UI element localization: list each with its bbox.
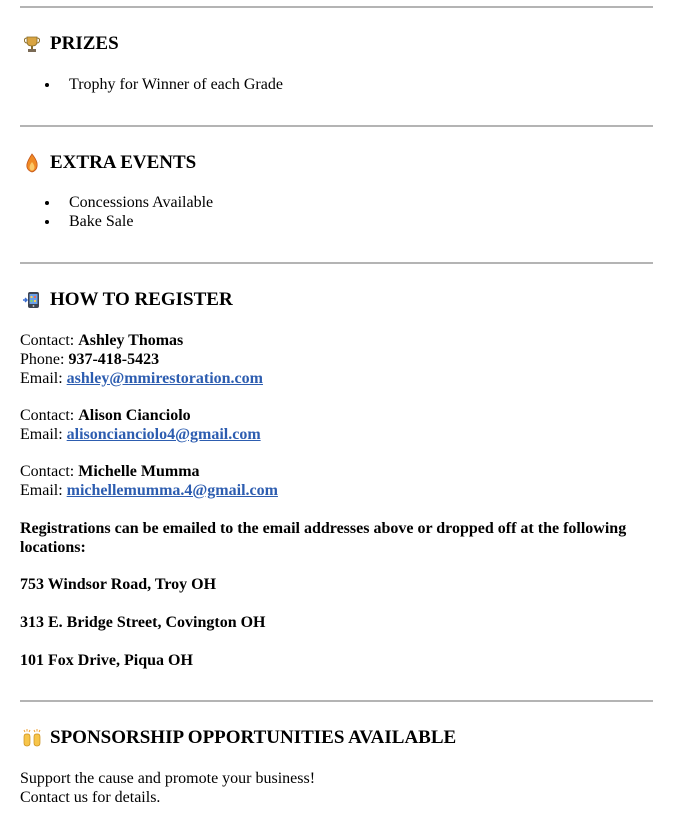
list-item: Bake Sale [20, 212, 213, 231]
section-title: EXTRA EVENTS [50, 152, 197, 173]
contact-name: Alison Cianciolo [78, 407, 191, 424]
divider [20, 262, 653, 264]
raised-hands-icon [22, 728, 42, 748]
phone-icon [22, 290, 42, 310]
divider [20, 125, 653, 127]
phone-label: Phone: [20, 351, 65, 368]
email-label: Email: [20, 426, 63, 443]
email-label: Email: [20, 482, 63, 499]
list-item: Concessions Available [20, 193, 213, 212]
section-title: SPONSORSHIP OPPORTUNITIES AVAILABLE [50, 727, 457, 748]
location-address: 101 Fox Drive, Piqua OH [20, 652, 193, 669]
extra-events-list [20, 193, 213, 231]
email-link[interactable]: michellemumma.4@gmail.com [66, 482, 278, 499]
section-heading-sponsorship [22, 727, 456, 749]
sponsorship-text: Support the cause and promote your business! [20, 770, 316, 787]
contact-label: Contact: [20, 407, 75, 424]
email-line [20, 481, 278, 500]
phone-line [20, 350, 159, 369]
section-heading-prizes [22, 33, 119, 55]
email-line [20, 425, 261, 444]
section-title: HOW TO REGISTER [50, 289, 233, 310]
fire-icon [22, 153, 42, 173]
email-line [20, 369, 263, 388]
location-address: 753 Windsor Road, Troy OH [20, 576, 217, 593]
email-link[interactable]: alisoncianciolo4@gmail.com [66, 426, 261, 443]
sponsorship-text: Contact us for details. [20, 789, 161, 806]
divider [20, 700, 653, 702]
list-item: Trophy for Winner of each Grade [20, 75, 283, 94]
section-heading-extra-events [22, 152, 196, 174]
contact-name: Michelle Mumma [78, 463, 200, 480]
dropoff-note: Registrations can be emailed to the email addresses above or dropped off at the following locations: [20, 520, 627, 556]
email-label: Email: [20, 370, 63, 387]
contact-label: Contact: [20, 463, 75, 480]
contact-name: Ashley Thomas [78, 332, 184, 349]
prizes-list [20, 75, 283, 94]
divider [20, 6, 653, 8]
trophy-icon [22, 34, 42, 54]
section-title: PRIZES [50, 33, 119, 54]
location-address: 313 E. Bridge Street, Covington OH [20, 614, 266, 631]
contact-line [20, 462, 200, 481]
email-link[interactable]: ashley@mmirestoration.com [66, 370, 263, 387]
phone-number: 937-418-5423 [68, 351, 160, 368]
contact-line [20, 331, 183, 350]
contact-line [20, 406, 191, 425]
section-heading-how-to-register [22, 289, 233, 311]
contact-label: Contact: [20, 332, 75, 349]
